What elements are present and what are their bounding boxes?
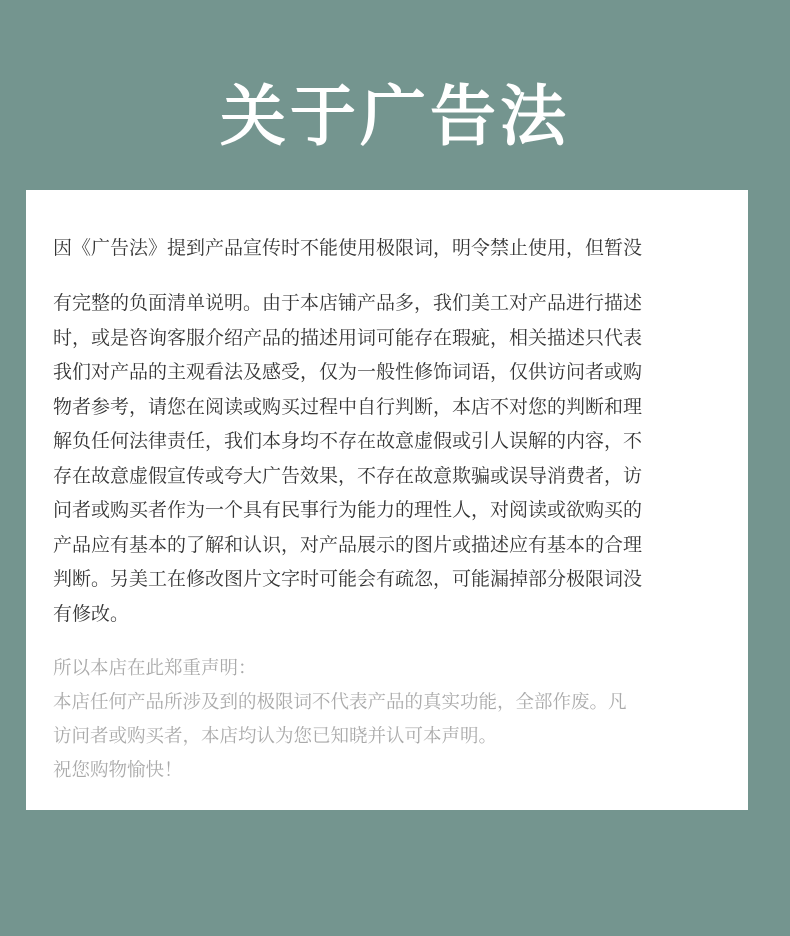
- body-line: 有完整的负面清单说明。由于本店铺产品多，我们美工对产品进行描述: [53, 292, 643, 314]
- body-line: 物者参考，请您在阅读或购买过程中自行判断，本店不对您的判断和理: [53, 395, 643, 418]
- statement-paragraph: [53, 652, 733, 788]
- body-line: 解负任何法律责任，我们本身均不存在故意虚假或引人误解的内容，不: [53, 430, 643, 452]
- statement-closing: 祝您购物愉快！: [53, 760, 183, 781]
- body-line: 问者或购买者作为一个具有民事行为能力的理性人，对阅读或欲购买的: [53, 499, 643, 521]
- body-line: 存在故意虚假宣传或夸大广告效果，不存在故意欺骗或误导消费者，访: [53, 464, 643, 487]
- notice-card: [26, 190, 748, 810]
- body-line: 产品应有基本的了解和认识，对产品展示的图片或描述应有基本的合理: [53, 533, 643, 556]
- page-title: 关于广告法: [220, 78, 570, 155]
- body-line: 有修改。: [53, 602, 130, 625]
- body-line: 时，或是咨询客服介绍产品的描述用词可能存在瑕疵，相关描述只代表: [53, 326, 643, 349]
- body-paragraph: [53, 286, 733, 631]
- statement-line: 本店任何产品所涉及到的极限词不代表产品的真实功能，全部作废。凡: [53, 692, 627, 713]
- body-line: 我们对产品的主观看法及感受，仅为一般性修饰词语，仅供访问者或购: [53, 361, 643, 383]
- intro-paragraph: 因《广告法》提到产品宣传时不能使用极限词，明令禁止使用，但暂没: [53, 237, 643, 259]
- statement-heading: 所以本店在此郑重声明：: [53, 658, 257, 679]
- body-line: 判断。另美工在修改图片文字时可能会有疏忽，可能漏掉部分极限词没: [53, 568, 643, 590]
- statement-line: 访问者或购买者，本店均认为您已知晓并认可本声明。: [53, 726, 498, 747]
